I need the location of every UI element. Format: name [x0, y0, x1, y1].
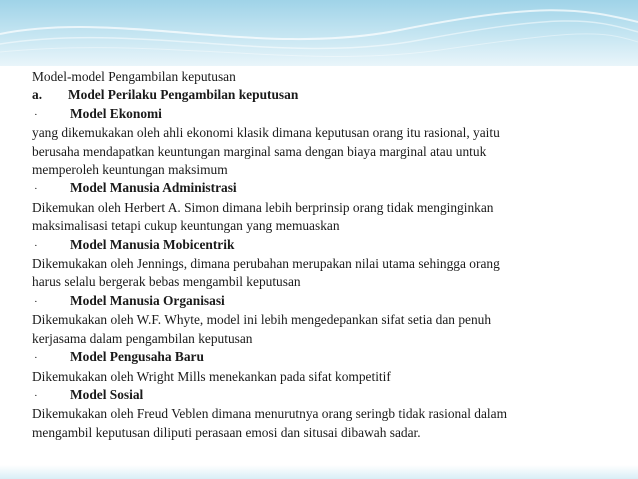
- model-heading-text: Model Ekonomi: [70, 105, 162, 121]
- model-description-line: berusaha mendapatkan keuntungan marginal sama dengan biaya marginal atau untuk: [32, 143, 487, 159]
- model-description-line: Dikemukan oleh Herbert A. Simon dimana lebih berprinsip orang tidak menginginkan: [32, 199, 494, 215]
- model-heading-text: Model Manusia Administrasi: [70, 180, 237, 196]
- model-heading: [32, 348, 622, 367]
- model-heading: [32, 105, 622, 124]
- footer-decoration: [0, 465, 638, 479]
- wave-decoration: [0, 0, 638, 66]
- model-heading-text: Model Sosial: [70, 386, 144, 402]
- model-description-line: Dikemukakan oleh Jennings, dimana perubahan merupakan nilai utama sehingga orang: [32, 256, 500, 272]
- slide-title: Model-model Pengambilan keputusan: [32, 69, 236, 84]
- model-description-line: kerjasama dalam pengambilan keputusan: [32, 330, 253, 346]
- bullet-glyph: ·: [34, 183, 38, 196]
- model-heading-text: Model Manusia Mobicentrik: [70, 236, 235, 252]
- section-heading: [32, 86, 622, 104]
- model-description-line: harus selalu bergerak bebas mengambil keputusan: [32, 274, 301, 290]
- model-description-line: Dikemukakan oleh W.F. Whyte, model ini lebih mengedepankan sifat setia dan penuh: [32, 312, 492, 328]
- model-description-line: yang dikemukakan oleh ahli ekonomi klasik dimana keputusan orang itu rasional, yaitu: [32, 125, 500, 141]
- bullet-glyph: ·: [34, 108, 38, 121]
- bullet-glyph: ·: [34, 295, 38, 308]
- model-heading-text: Model Pengusaha Baru: [70, 349, 204, 365]
- section-heading-text: Model Perilaku Pengambilan keputusan: [68, 87, 299, 103]
- bullet-glyph: ·: [34, 389, 38, 402]
- model-description-line: mengambil keputusan diliputi perasaan emosi dan situsai dibawah sadar.: [32, 424, 421, 440]
- model-heading: [32, 292, 622, 311]
- model-heading-text: Model Manusia Organisasi: [70, 292, 225, 308]
- model-description-line: Dikemukakan oleh Freud Veblen dimana menurutnya orang seringb tidak rasional dalam: [32, 406, 507, 422]
- model-heading: [32, 179, 622, 198]
- model-heading: [32, 386, 622, 405]
- slide-body: [32, 68, 622, 442]
- bullet-glyph: ·: [34, 352, 38, 365]
- section-marker: a.: [32, 87, 43, 103]
- model-description-line: memperoleh keuntungan maksimum: [32, 162, 228, 178]
- model-description-line: maksimalisasi tetapi cukup keuntungan yang memuaskan: [32, 218, 340, 234]
- model-description-line: Dikemukakan oleh Wright Mills menekankan pada sifat kompetitif: [32, 368, 391, 384]
- bullet-glyph: ·: [34, 239, 38, 252]
- model-heading: [32, 236, 622, 255]
- header-decoration: [0, 0, 638, 66]
